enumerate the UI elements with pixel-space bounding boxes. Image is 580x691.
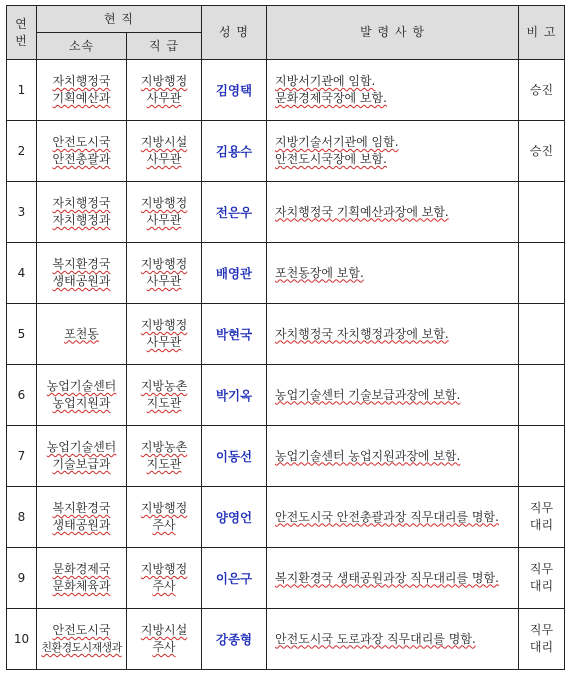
grade-line: 사무관 — [146, 274, 182, 288]
department-line: 안전총괄과 — [52, 152, 111, 166]
appointment-order-line: 농업기술센터 기술보급과장에 보함. — [275, 387, 461, 402]
appointment-order-cell — [267, 60, 519, 121]
person-name-cell: 박기옥 — [202, 365, 267, 426]
grade-line: 지방행정 — [140, 562, 188, 576]
header-note: 비 고 — [519, 6, 565, 60]
appointment-order-cell — [267, 182, 519, 243]
header-no-line-2: 번 — [15, 33, 28, 48]
table-row — [7, 609, 565, 670]
appointment-order-cell — [267, 548, 519, 609]
department-cell — [37, 426, 127, 487]
person-name-cell: 김용수 — [202, 121, 267, 182]
grade-line: 지방행정 — [140, 501, 188, 515]
grade-line: 사무관 — [146, 335, 182, 349]
table-row — [7, 487, 565, 548]
appointment-order-cell — [267, 426, 519, 487]
grade-line: 주사 — [152, 579, 176, 593]
header-order: 발 령 사 항 — [267, 6, 519, 60]
grade-cell — [127, 243, 202, 304]
department-cell — [37, 243, 127, 304]
department-cell — [37, 548, 127, 609]
header-no — [7, 6, 37, 60]
row-number-cell: 2 — [7, 121, 37, 182]
appointment-order-cell — [267, 365, 519, 426]
grade-line: 사무관 — [146, 91, 182, 105]
department-cell — [37, 304, 127, 365]
department-line: 농업기술센터 — [46, 379, 117, 393]
department-cell — [37, 121, 127, 182]
grade-cell — [127, 182, 202, 243]
department-cell — [37, 60, 127, 121]
person-name-cell: 강종형 — [202, 609, 267, 670]
grade-cell — [127, 304, 202, 365]
department-line: 안전도시국 — [52, 135, 111, 149]
appointment-order-line: 복지환경국 생태공원과장 직무대리를 명함. — [275, 570, 499, 585]
table-body — [7, 60, 565, 670]
department-line: 문화경제국 — [52, 562, 111, 576]
appointment-order-line: 자치행정국 자치행정과장에 보함. — [275, 326, 449, 341]
grade-line: 지방행정 — [140, 318, 188, 332]
grade-line: 지방농촌 — [140, 440, 188, 454]
grade-line: 사무관 — [146, 152, 182, 166]
appointment-order-cell — [267, 121, 519, 182]
table-row — [7, 365, 565, 426]
grade-line: 지도관 — [146, 396, 182, 410]
department-line: 친환경도시재생과 — [41, 641, 122, 654]
table-row — [7, 121, 565, 182]
personnel-order-table-container — [6, 5, 565, 670]
table-row — [7, 426, 565, 487]
remarks-cell — [519, 548, 565, 609]
appointment-order-line: 지방기술서기관에 임함. — [275, 135, 399, 149]
appointment-order-line: 안전도시국장에 보함. — [275, 152, 387, 166]
appointment-order-line: 지방서기관에 임함. — [275, 74, 376, 88]
department-cell — [37, 609, 127, 670]
remarks-cell — [519, 60, 565, 121]
remarks-cell — [519, 609, 565, 670]
department-cell — [37, 182, 127, 243]
department-line: 기술보급과 — [52, 457, 111, 471]
header-no-line-1: 연 — [15, 16, 28, 31]
grade-cell — [127, 365, 202, 426]
department-line: 자치행정과 — [52, 213, 111, 227]
appointment-order-line: 농업기술센터 농업지원과장에 보함. — [275, 448, 461, 463]
appointment-order-cell — [267, 243, 519, 304]
department-line: 생태공원과 — [52, 518, 111, 532]
row-number-cell: 4 — [7, 243, 37, 304]
department-line: 농업지원과 — [52, 396, 111, 410]
header-dept: 소속 — [37, 33, 127, 60]
header-name: 성 명 — [202, 6, 267, 60]
remarks-cell — [519, 304, 565, 365]
appointment-order-line: 자치행정국 기획예산과장에 보함. — [275, 204, 449, 219]
grade-line: 지방행정 — [140, 257, 188, 271]
department-cell — [37, 365, 127, 426]
row-number-cell: 6 — [7, 365, 37, 426]
appointment-order-line: 안전도시국 도로과장 직무대리를 명함. — [275, 631, 476, 646]
department-line: 문화체육과 — [52, 579, 111, 593]
row-number-cell: 7 — [7, 426, 37, 487]
grade-cell — [127, 548, 202, 609]
remarks-cell — [519, 487, 565, 548]
grade-line: 지도관 — [146, 457, 182, 471]
row-number-cell: 5 — [7, 304, 37, 365]
department-line: 자치행정국 — [52, 74, 111, 88]
row-number-cell: 3 — [7, 182, 37, 243]
remarks-line: 승진 — [529, 143, 554, 158]
appointment-order-line: 문화경제국장에 보함. — [275, 91, 387, 105]
table-row — [7, 182, 565, 243]
appointment-order-line: 포천동장에 보함. — [275, 265, 364, 280]
header-row-top — [7, 6, 565, 33]
person-name-cell: 이동선 — [202, 426, 267, 487]
department-line: 포천동 — [64, 326, 99, 341]
grade-line: 지방시설 — [140, 135, 188, 149]
grade-cell — [127, 121, 202, 182]
grade-line: 주사 — [152, 518, 176, 532]
remarks-line: 대리 — [529, 518, 554, 532]
header-grade: 직 급 — [127, 33, 202, 60]
table-row — [7, 548, 565, 609]
row-number-cell: 1 — [7, 60, 37, 121]
remarks-line: 직무 — [529, 501, 554, 515]
grade-line: 지방농촌 — [140, 379, 188, 393]
person-name-cell: 김영택 — [202, 60, 267, 121]
remarks-cell — [519, 426, 565, 487]
remarks-cell — [519, 121, 565, 182]
department-line: 안전도시국 — [52, 623, 111, 637]
header-current: 현 직 — [37, 6, 202, 33]
department-line: 생태공원과 — [52, 274, 111, 288]
remarks-cell — [519, 365, 565, 426]
remarks-line: 대리 — [529, 640, 554, 654]
remarks-line: 직무 — [529, 623, 554, 637]
table-row — [7, 243, 565, 304]
grade-line: 지방시설 — [140, 623, 188, 637]
department-cell — [37, 487, 127, 548]
person-name-cell: 이은구 — [202, 548, 267, 609]
grade-line: 지방행정 — [140, 74, 188, 88]
grade-line: 지방행정 — [140, 196, 188, 210]
department-line: 복지환경국 — [52, 257, 111, 271]
row-number-cell: 9 — [7, 548, 37, 609]
grade-line: 주사 — [152, 640, 176, 654]
remarks-cell — [519, 182, 565, 243]
remarks-line: 직무 — [529, 562, 554, 576]
department-line: 복지환경국 — [52, 501, 111, 515]
appointment-order-cell — [267, 487, 519, 548]
row-number-cell: 10 — [7, 609, 37, 670]
department-line: 기획예산과 — [52, 91, 111, 105]
remarks-line: 승진 — [529, 82, 554, 97]
department-line: 자치행정국 — [52, 196, 111, 210]
appointment-order-line: 안전도시국 안전총괄과장 직무대리를 명함. — [275, 509, 499, 524]
row-number-cell: 8 — [7, 487, 37, 548]
grade-cell — [127, 487, 202, 548]
appointment-order-cell — [267, 609, 519, 670]
table-row — [7, 304, 565, 365]
grade-cell — [127, 60, 202, 121]
remarks-line: 대리 — [529, 579, 554, 593]
personnel-order-table — [6, 5, 565, 670]
person-name-cell: 배영관 — [202, 243, 267, 304]
person-name-cell: 양영언 — [202, 487, 267, 548]
remarks-cell — [519, 243, 565, 304]
grade-cell — [127, 609, 202, 670]
appointment-order-cell — [267, 304, 519, 365]
department-line: 농업기술센터 — [46, 440, 117, 454]
grade-line: 사무관 — [146, 213, 182, 227]
table-row — [7, 60, 565, 121]
person-name-cell: 박현국 — [202, 304, 267, 365]
grade-cell — [127, 426, 202, 487]
person-name-cell: 전은우 — [202, 182, 267, 243]
